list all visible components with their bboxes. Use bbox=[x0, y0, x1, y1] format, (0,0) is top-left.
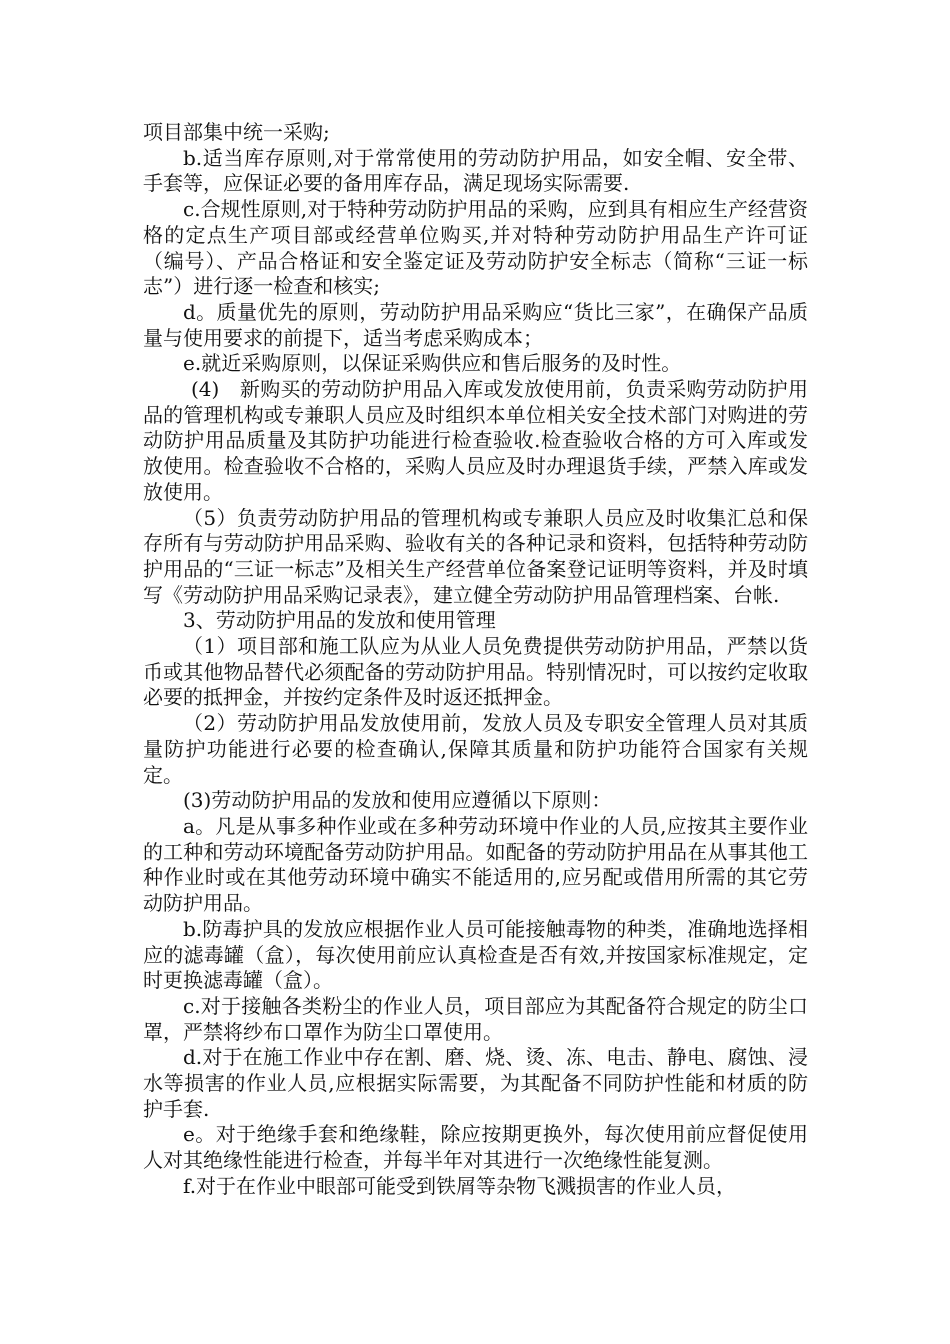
paragraph-issue-1: （1）项目部和施工队应为从业人员免费提供劳动防护用品，严禁以货币或其他物品替代必须配备的劳动防护用品。特别情况时，可以按约定收取必要的抵押金，并按约定条件及时返还抵押金。 bbox=[143, 634, 808, 710]
paragraph-issue-2: （2）劳动防护用品发放使用前，发放人员及专职安全管理人员对其质量防护功能进行必要的检查确认,保障其质量和防护功能符合国家有关规定。 bbox=[143, 711, 808, 787]
paragraph-principle-c: c.合规性原则,对于特种劳动防护用品的采购，应到具有相应生产经营资格的定点生产项目部或经营单位购买,并对特种劳动防护用品生产许可证（编号）、产品合格证和安全鉴定证及劳动防护安全标志（简称“三证一标志”）进行逐一检查和核实; bbox=[143, 197, 808, 299]
paragraph-rule-d: d.对于在施工作业中存在割、磨、烧、烫、冻、电击、静电、腐蚀、浸水等损害的作业人员,应根据实际需要，为其配备不同防护性能和材质的防护手套. bbox=[143, 1045, 808, 1121]
document-body bbox=[143, 120, 808, 1200]
paragraph-item-5: （5）负责劳动防护用品的管理机构或专兼职人员应及时收集汇总和保存所有与劳动防护用品采购、验收有关的各种记录和资料，包括特种劳动防护用品的“三证一标志”及相关生产经营单位备案登记证明等资料，并及时填写《劳动防护用品采购记录表》，建立健全劳动防护用品管理档案、台帐. bbox=[143, 505, 808, 607]
section-heading-3: 3、劳动防护用品的发放和使用管理 bbox=[183, 608, 496, 633]
paragraph-issue-3: (3)劳动防护用品的发放和使用应遵循以下原则： bbox=[183, 788, 612, 813]
paragraph-rule-b: b.防毒护具的发放应根据作业人员可能接触毒物的种类，准确地选择相应的滤毒罐（盒），每次使用前应认真检查是否有效,并按国家标准规定，定时更换滤毒罐（盒）。 bbox=[143, 916, 808, 993]
paragraph-principle-b: b.适当库存原则,对于常常使用的劳动防护用品，如安全帽、安全带、手套等，应保证必要的备用库存品，满足现场实际需要. bbox=[143, 145, 808, 196]
paragraph-rule-c: c.对于接触各类粉尘的作业人员，项目部应为其配备符合规定的防尘口罩，严禁将纱布口罩作为防尘口罩使用。 bbox=[143, 993, 808, 1044]
paragraph-principle-d: d。质量优先的原则，劳动防护用品采购应“货比三家”，在确保产品质量与使用要求的前提下，适当考虑采购成本； bbox=[143, 299, 808, 350]
paragraph-rule-a: a。凡是从事多种作业或在多种劳动环境中作业的人员,应按其主要作业的工种和劳动环境配备劳动防护用品。如配备的劳动防护用品在从事其他工种作业时或在其他劳动环境中确实不能适用的,应另配或借用所需的其它劳动防护用品。 bbox=[143, 813, 808, 916]
paragraph-rule-e: e。对于绝缘手套和绝缘鞋，除应按期更换外，每次使用前应督促使用人对其绝缘性能进行检查，并每半年对其进行一次绝缘性能复测。 bbox=[143, 1122, 808, 1173]
paragraph-rule-f: f.对于在作业中眼部可能受到铁屑等杂物飞溅损害的作业人员， bbox=[183, 1173, 737, 1198]
paragraph-item-4: (4) 新购买的劳动防护用品入库或发放使用前，负责采购劳动防护用品的管理机构或专兼职人员应及时组织本单位相关安全技术部门对购进的劳动防护用品质量及其防护功能进行检查验收.检查验收合格的方可入库或发放使用。检查验收不合格的，采购人员应及时办理退货手续，严禁入库或发放使用。 bbox=[143, 377, 808, 504]
paragraph-principle-e: e.就近采购原则，以保证采购供应和售后服务的及时性。 bbox=[183, 351, 682, 376]
paragraph-continuation: 项目部集中统一采购; bbox=[143, 120, 330, 144]
